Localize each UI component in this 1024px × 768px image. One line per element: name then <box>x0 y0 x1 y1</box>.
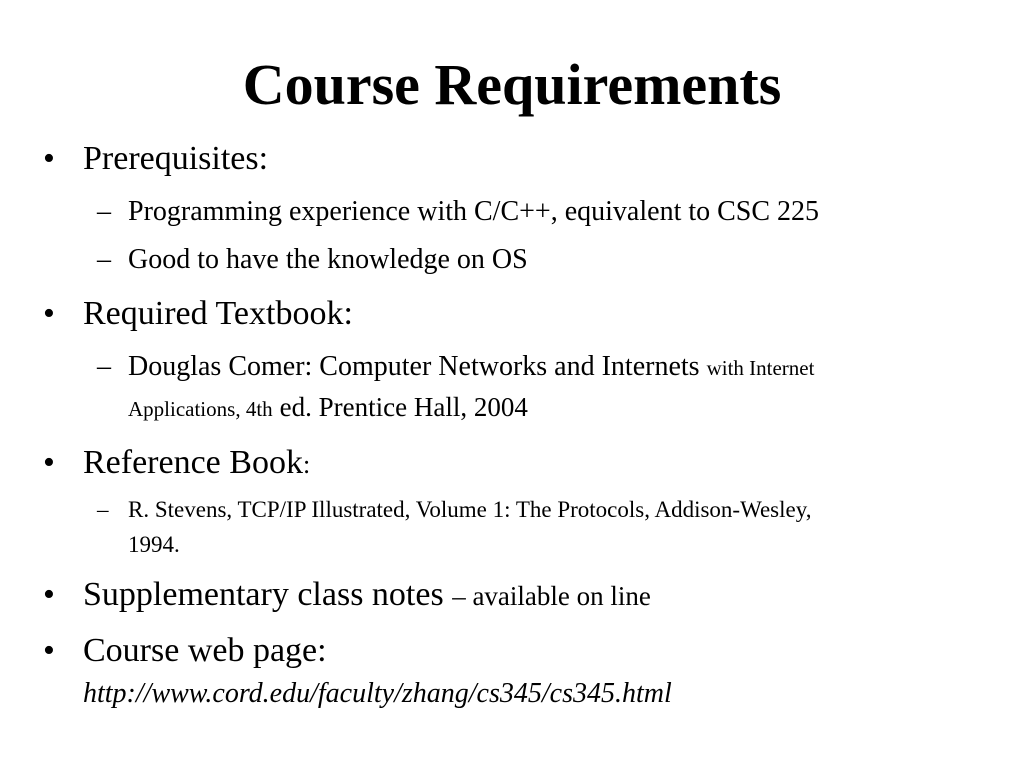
sub-item-text: Good to have the knowledge on OS <box>128 244 528 275</box>
sub-item-text: Programming experience with C/C++, equivalent to CSC 225 <box>128 196 820 227</box>
bullet-label: Reference Book <box>83 444 303 481</box>
dash-marker: – <box>97 351 111 382</box>
bullet-marker: • <box>43 295 55 332</box>
bullet-label: Course web page: <box>83 632 327 669</box>
bullet-label-group <box>83 578 651 612</box>
textbook-line1 <box>128 353 814 381</box>
textbook-edition: Applications, 4th <box>128 397 273 421</box>
dash-marker: – <box>97 196 111 227</box>
bullet-label: Prerequisites: <box>83 140 269 177</box>
slide-title: Course Requirements <box>242 52 782 117</box>
textbook-publisher: ed. Prentice Hall, 2004 <box>279 392 528 422</box>
bullet-label-colon: : <box>302 450 311 479</box>
supplementary-suffix: – available on line <box>452 581 651 611</box>
reference-line1: R. Stevens, TCP/IP Illustrated, Volume 1: The Protocols, Addison-Wesley, <box>128 497 812 522</box>
dash-marker: – <box>97 497 109 522</box>
bullet-label: Required Textbook: <box>83 295 353 332</box>
bullet-marker: • <box>43 444 55 481</box>
dash-marker: – <box>97 244 111 275</box>
bullet-label: Supplementary class notes <box>83 576 444 613</box>
textbook-subtitle: with Internet <box>706 356 815 380</box>
bullet-marker: • <box>43 632 55 669</box>
textbook-line2 <box>128 394 528 422</box>
bullet-marker: • <box>43 576 55 613</box>
reference-line2: 1994. <box>128 532 180 557</box>
bullet-marker: • <box>43 140 55 177</box>
textbook-author-title: Douglas Comer: Computer Networks and Internets <box>128 351 700 382</box>
course-url-link[interactable]: http://www.cord.edu/faculty/zhang/cs345/cs345.html <box>83 678 672 709</box>
bullet-label-group <box>83 446 310 480</box>
